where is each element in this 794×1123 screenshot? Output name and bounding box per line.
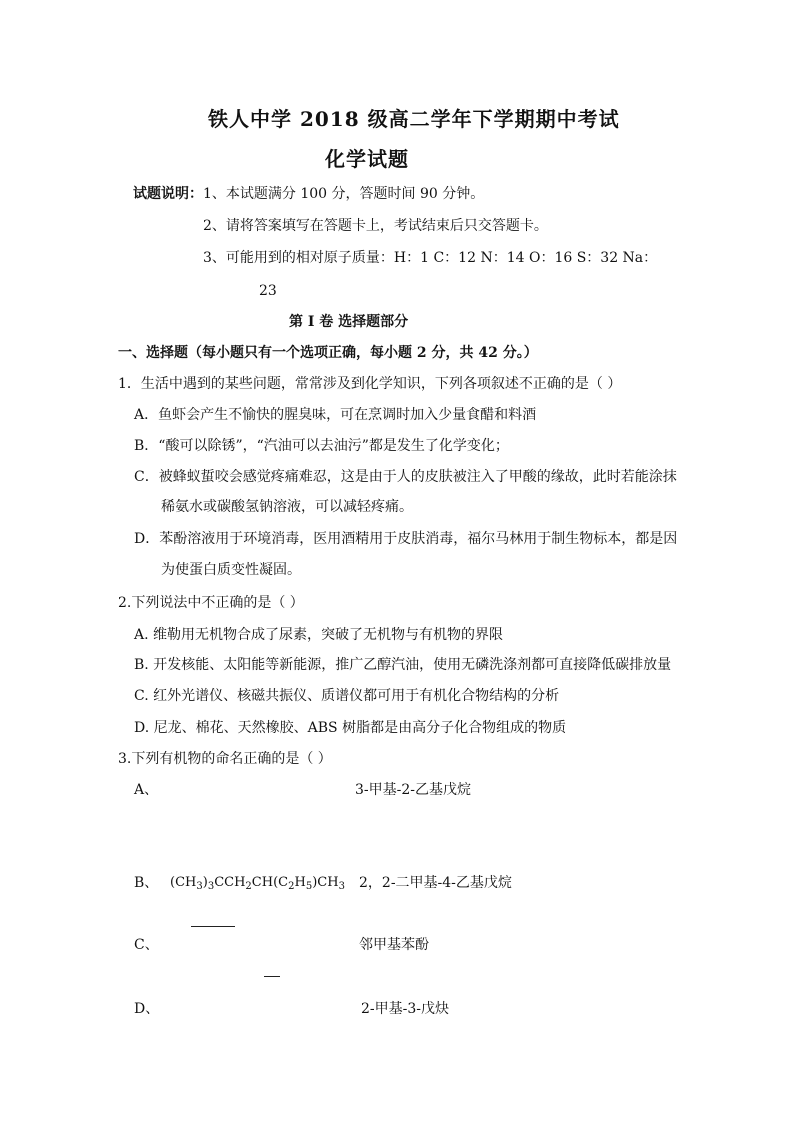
q1-option-d: D．苯酚溶液用于环境消毒，医用酒精用于皮肤消毒，福尔马林用于制生物标本，都是因: [134, 531, 678, 547]
q1-option-c: C．被蜂蚁蜇咬会感觉疼痛难忍，这是由于人的皮肤被注入了甲酸的缘故，此时若能涂抹: [134, 469, 677, 485]
instruction-item-1: 1、本试题满分 100 分，答题时间 90 分钟。: [203, 186, 485, 202]
q3-option-c-letter: C、: [134, 937, 159, 953]
question-2-stem: 2.下列说法中不正确的是（ ）: [118, 595, 304, 611]
section-title: 一、选择题（每小题只有一个选项正确，每小题 2 分，共 42 分。）: [118, 345, 538, 361]
q3-option-a-letter: A、: [134, 782, 159, 798]
q2-option-a: A. 维勒用无机物合成了尿素，突破了无机物与有机物的界限: [134, 627, 504, 643]
q3-option-c-name: 邻甲基苯酚: [359, 937, 429, 953]
question-3-stem: 3.下列有机物的命名正确的是（ ）: [118, 751, 332, 767]
subject-title: 化学试题: [325, 147, 409, 171]
q2-option-b: B. 开发核能、太阳能等新能源，推广乙醇汽油，使用无磷洗涤剂都可直接降低碳排放量: [134, 657, 672, 673]
exam-title: 铁人中学 2018 级高二学年下学期期中考试: [208, 107, 620, 131]
q2-option-d: D. 尼龙、棉花、天然橡胶、ABS 树脂都是由高分子化合物组成的物质: [134, 720, 567, 736]
q2-option-c: C. 红外光谱仪、核磁共振仪、质谱仪都可用于有机化合物结构的分析: [134, 688, 560, 704]
part-title: 第 I 卷 选择题部分: [289, 314, 409, 330]
q3-option-b-formula: $(CH_3)_3CCH_2CH(C_2H_5)CH_3$: [170, 875, 345, 892]
instructions-label: 试题说明：: [133, 186, 203, 202]
structure-bond-line: [191, 926, 235, 927]
structure-bond-line: [264, 976, 280, 977]
instruction-item-3-cont: 23: [259, 283, 277, 299]
question-1-stem: 1．生活中遇到的某些问题，常常涉及到化学知识，下列各项叙述不正确的是（ ）: [118, 376, 622, 392]
q3-option-a-name: 3-甲基-2-乙基戊烷: [355, 782, 472, 798]
q1-option-c-cont: 稀氨水或碳酸氢钠溶液，可以减轻疼痛。: [161, 499, 413, 515]
instruction-item-3: 3、可能用到的相对原子质量：H：1 C：12 N：14 O：16 S：32 Na：: [203, 250, 658, 266]
q3-option-d-name: 2-甲基-3-戊炔: [361, 1001, 450, 1017]
q1-option-b: B．“酸可以除锈”，“汽油可以去油污”都是发生了化学变化；: [134, 438, 509, 454]
q3-option-b-letter: B、: [134, 875, 159, 891]
q3-option-b-name: 2，2-二甲基-4-乙基戊烷: [359, 875, 512, 891]
instruction-item-2: 2、请将答案填写在答题卡上，考试结束后只交答题卡。: [203, 218, 548, 234]
q1-option-d-cont: 为使蛋白质变性凝固。: [161, 562, 301, 578]
q3-option-d-letter: D、: [134, 1001, 160, 1017]
q1-option-a: A．鱼虾会产生不愉快的腥臭味，可在烹调时加入少量食醋和料酒: [134, 407, 537, 423]
